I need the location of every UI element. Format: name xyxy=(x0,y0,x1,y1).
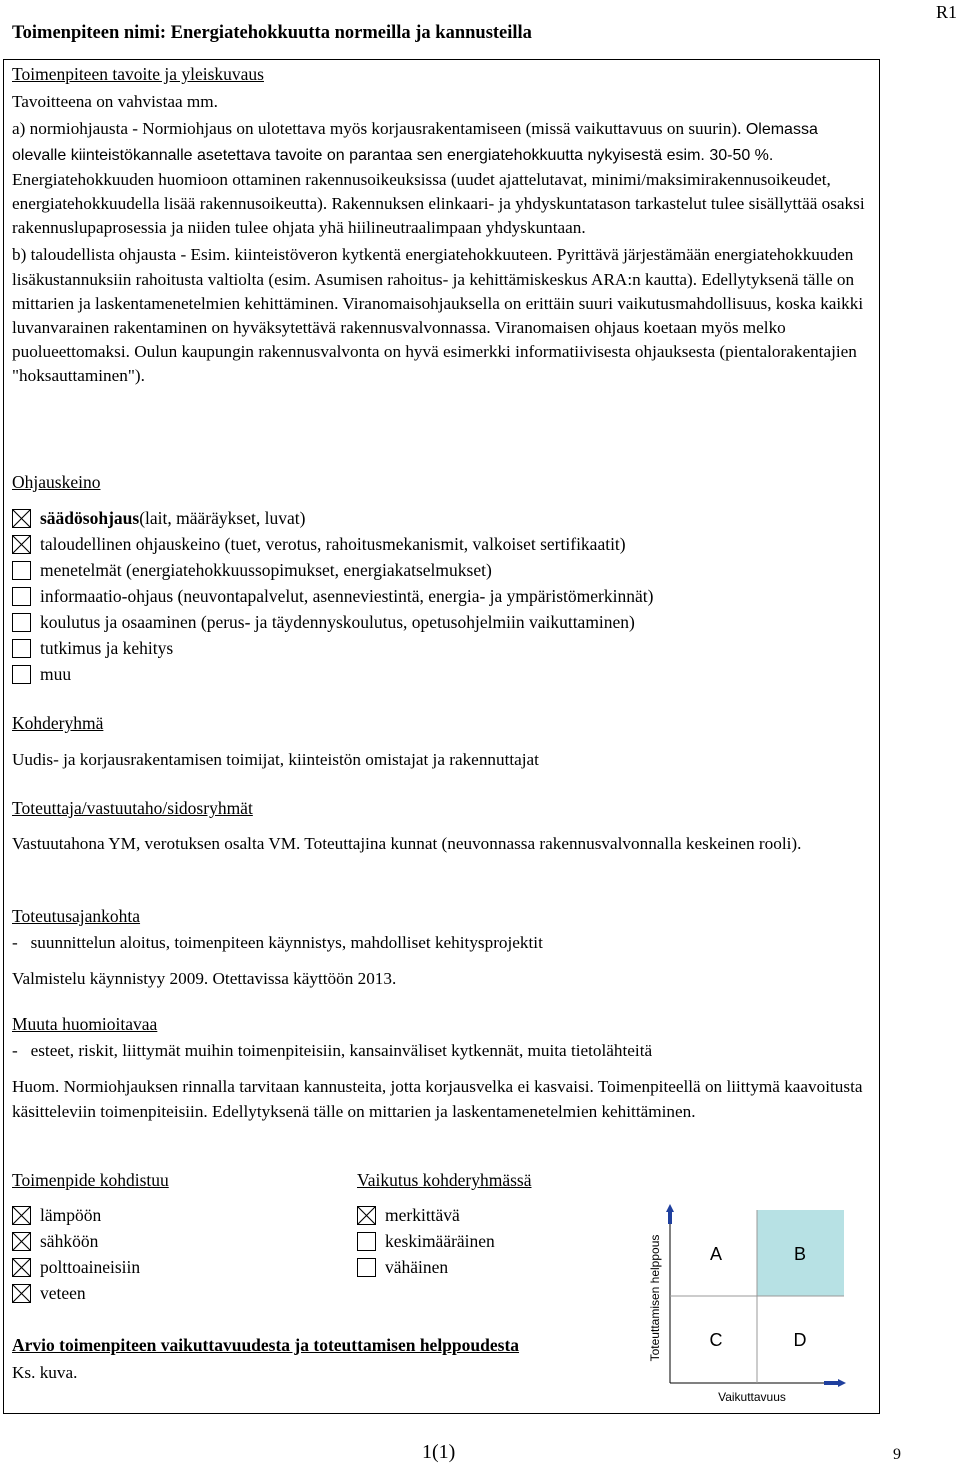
page-number: 9 xyxy=(893,1446,901,1463)
matrix-x-label: Vaikuttavuus xyxy=(718,1390,786,1404)
checkbox-icon xyxy=(12,613,31,632)
ohjauskeino-item xyxy=(12,661,872,687)
matrix-x-arrow-icon xyxy=(838,1379,846,1387)
vaikutus-item xyxy=(357,1254,627,1280)
vaikutus-item-label: merkittävä xyxy=(385,1205,460,1226)
section-toteuttaja xyxy=(12,796,872,856)
vaikutus-list xyxy=(357,1202,627,1280)
ohjauskeino-item-bold: säädösohjaus xyxy=(40,508,140,529)
kohdistuu-item-label: sähköön xyxy=(40,1231,99,1252)
measure-title: Toimenpiteen nimi: Energiatehokkuutta normeilla ja kannusteilla xyxy=(12,23,532,43)
section-arvio xyxy=(12,1333,632,1385)
section-vaikutus xyxy=(357,1168,627,1280)
kohderyhma-text: Uudis- ja korjausrakentamisen toimijat, kiinteistön omistajat ja rakennuttajat xyxy=(12,750,539,770)
checked-box-icon xyxy=(12,1232,31,1251)
kohdistuu-item-label: polttoaineisiin xyxy=(40,1257,141,1278)
section-kohderyhma xyxy=(12,711,872,772)
heading-kohderyhma: Kohderyhmä xyxy=(12,713,104,733)
ohjauskeino-item xyxy=(12,609,872,635)
ohjauskeino-item xyxy=(12,531,872,557)
checkbox-icon xyxy=(12,665,31,684)
ohjauskeino-item xyxy=(12,557,872,583)
vaikutus-item-label: vähäinen xyxy=(385,1257,449,1278)
kohdistuu-item xyxy=(12,1280,342,1306)
vaikutus-item xyxy=(357,1228,627,1254)
arvio-text: Ks. kuva. xyxy=(12,1363,78,1383)
ohjauskeino-item-label: koulutus ja osaaminen (perus- ja täydennyskoulutus, opetusohjelmiin vaikuttaminen) xyxy=(40,612,635,633)
ohjauskeino-item-label: (lait, määräykset, luvat) xyxy=(139,508,306,529)
checkbox-icon xyxy=(12,639,31,658)
checkbox-icon xyxy=(12,561,31,580)
kohdistuu-list xyxy=(12,1202,342,1306)
kohdistuu-item-label: veteen xyxy=(40,1283,86,1304)
matrix-cell-b: B xyxy=(793,1244,807,1264)
heading-vaikutus: Vaikutus kohderyhmässä xyxy=(357,1170,532,1190)
para-a-part1: a) normiohjausta - Normiohjaus on ulotettava myös korjausrakentamiseen (missä vaikuttavuus on suurin). xyxy=(12,119,742,139)
checked-box-icon xyxy=(357,1206,376,1225)
page-indicator: 1(1) xyxy=(422,1441,456,1463)
muuta-text: Huom. Normiohjauksen rinnalla tarvitaan kannusteita, jotta korjausvelka ei kasvaisi. Toimenpiteellä on liittymä kaavoitusta käsitteleviin toimenpiteisiin. Edellytyksenä tälle on mittarien ja laskentamenetelmien kehittäminen. xyxy=(12,1077,863,1121)
section-tavoite xyxy=(12,62,872,389)
para-a-part3: Energiatehokkuuden huomioon ottaminen rakennusoikeuksissa (uudet ajattelutavat, minimi/maksimirakennusoikeudet, energiatehokkuudella lisää rakennusoikeutta). xyxy=(12,169,831,214)
vaikutus-item xyxy=(357,1202,627,1228)
matrix-cell-a: A xyxy=(709,1244,723,1264)
checkbox-icon xyxy=(357,1258,376,1277)
section-ohjauskeino xyxy=(12,470,872,687)
checked-box-icon xyxy=(12,509,31,528)
ohjauskeino-item-label: muu xyxy=(40,664,72,685)
ohjauskeino-item-label: informaatio-ohjaus (neuvontapalvelut, asenneviestintä, energia- ja ympäristömerkinnät) xyxy=(40,586,654,607)
vaikutus-item-label: keskimääräinen xyxy=(385,1231,495,1252)
matrix-y-arrow-stem xyxy=(668,1210,672,1224)
ohjauskeino-list xyxy=(12,505,872,687)
ohjauskeino-item-label: taloudellinen ohjauskeino (tuet, verotus, rahoitusmekanismit, valkoiset sertifikaatit) xyxy=(40,534,626,555)
kohdistuu-item xyxy=(12,1202,342,1228)
kohdistuu-item xyxy=(12,1254,342,1280)
checked-box-icon xyxy=(12,1258,31,1277)
matrix-cell-d: D xyxy=(793,1330,807,1350)
ohjauskeino-item xyxy=(12,505,872,531)
heading-muuta: Muuta huomioitavaa xyxy=(12,1014,158,1034)
heading-ajankohta: Toteutusajankohta xyxy=(12,906,141,926)
heading-ohjauskeino: Ohjauskeino xyxy=(12,472,101,492)
impact-matrix xyxy=(640,1200,860,1410)
kohdistuu-item-label: lämpöön xyxy=(40,1205,102,1226)
ohjauskeino-item-label: tutkimus ja kehitys xyxy=(40,638,174,659)
toteuttaja-text: Vastuutahona YM, verotuksen osalta VM. Toteuttajina kunnat (neuvonnassa rakennusvalvonnalla keskeinen rooli). xyxy=(12,834,802,854)
heading-tavoite: Toimenpiteen tavoite ja yleiskuvaus xyxy=(12,64,264,84)
section-muuta xyxy=(12,1012,872,1124)
matrix-cell-c: C xyxy=(709,1330,723,1350)
matrix-x-arrow-stem xyxy=(824,1381,838,1385)
para-a-part2: Olemassa olevalle kiinteistökannalle asetettava tavoite on parantaa sen energiatehokkuutta nykyisestä esim. 30-50 %. xyxy=(12,121,818,164)
checkbox-icon xyxy=(357,1232,376,1251)
measure-code: R1 xyxy=(936,2,958,22)
ohjauskeino-item-label: menetelmät (energiatehokkuussopimukset, energiakatselmukset) xyxy=(40,560,492,581)
section-kohdistuu xyxy=(12,1168,342,1306)
tavoite-para-a xyxy=(12,117,872,240)
tavoite-para-b: b) taloudellista ohjausta - Esim. kiinteistöveron kytkentä energiatehokkuuteen. Pyrittävä järjestämään energiatehokkuuden lisäkustannuksiin rahoitusta valtiolta (esim. Asumisen rahoitus- ja kehittämiskeskus ARA:n kautta). Edellytyksenä tälle on mittarien ja laskentamenetelmien kehittäminen. Viranomaisohjauksella on erittäin suuri vaikutusmahdollisuus, koska kaikki luvanvarainen rakentaminen on hyväksytettävä rakennusvalvonnassa. Viranomaisen ohjaus koetaan myös melko puolueettomaksi. Oulun kaupungin rakennusvalvonta on hyvä esimerkki informatiivisesta ohjauksesta (pientalorakentajien "hoksauttaminen"). xyxy=(12,245,864,386)
heading-kohdistuu: Toimenpide kohdistuu xyxy=(12,1170,169,1190)
checkbox-icon xyxy=(12,587,31,606)
ohjauskeino-item xyxy=(12,583,872,609)
kohdistuu-item xyxy=(12,1228,342,1254)
muuta-bullet: - esteet, riskit, liittymät muihin toimenpiteisiin, kansainväliset kytkennät, muita tietolähteitä xyxy=(12,1041,653,1061)
heading-toteuttaja: Toteuttaja/vastuutaho/sidosryhmät xyxy=(12,798,253,818)
checked-box-icon xyxy=(12,535,31,554)
heading-arvio: Arvio toimenpiteen vaikuttavuudesta ja toteuttamisen helppoudesta xyxy=(12,1335,520,1355)
checked-box-icon xyxy=(12,1206,31,1225)
para-a-part4: Rakennuksen elinkaari- ja yhdyskuntatason tarkastelut tulee sisällyttää osaksi rakennuslupaprosessia ja niiden tulee ohjata yhä hiilineutraalimpaan yhdyskuntaan. xyxy=(12,194,865,238)
tavoite-intro: Tavoitteena on vahvistaa mm. xyxy=(12,92,218,112)
section-ajankohta xyxy=(12,904,872,992)
ajankohta-bullet: - suunnittelun aloitus, toimenpiteen käynnistys, mahdolliset kehitysprojektit xyxy=(12,933,543,953)
matrix-y-label: Toteuttamisen helppous xyxy=(648,1234,662,1362)
checked-box-icon xyxy=(12,1284,31,1303)
ohjauskeino-item xyxy=(12,635,872,661)
ajankohta-text: Valmistelu käynnistyy 2009. Otettavissa käyttöön 2013. xyxy=(12,969,397,989)
